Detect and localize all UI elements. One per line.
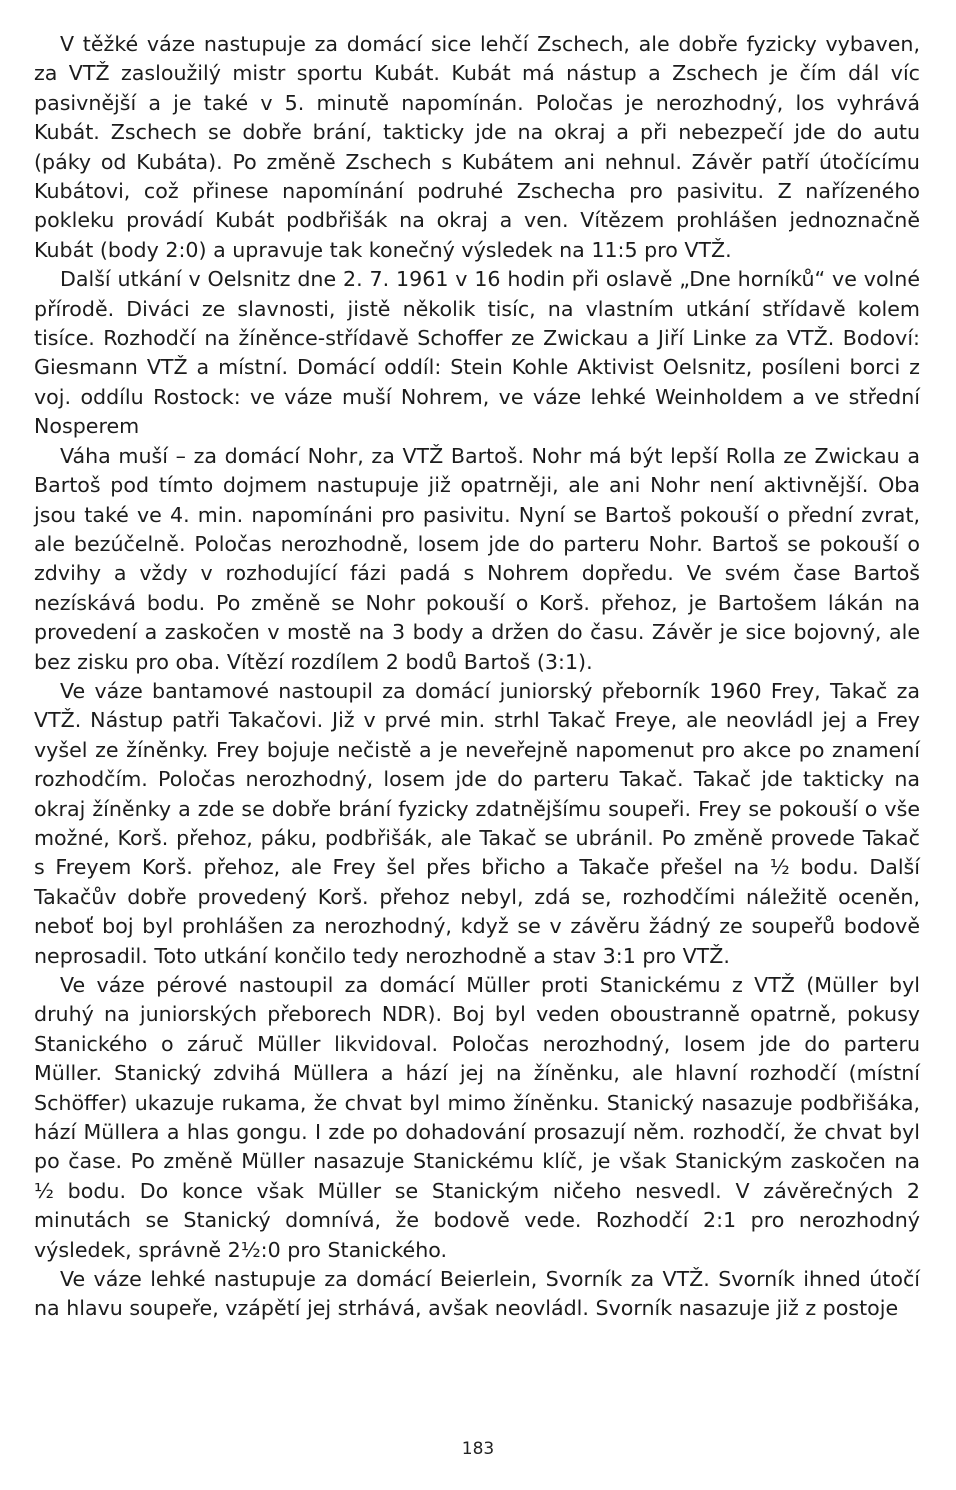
paragraph-bantamweight: Ve váze bantamové nastoupil za domácí juniorský přeborník 1960 Frey, Takač za VTŽ. Nástup patři Takačovi. Již v prvé min. strhl Takač Freye, ale neovládl jej a Frey vyšel ze žíněnky. Frey bojuje nečistě a je neveřejně napomenut pro akce po znamení rozhodčím. Poločas nerozhodný, losem jde do parteru Takač. Takač jde takticky na okraj žíněnky a zde se dobře brání fyzicky zdatnějšímu soupeři. Frey se pokouší o vše možné, Korš. přehoz, páku, podbřišák, ale Takač se ubránil. Po změně provede Takač s Freyem Korš. přehoz, ale Frey šel přes břicho a Takače přešel na ½ bodu. Další Takačův dobře provedený Korš. přehoz nebyl, zdá se, rozhodčími náležitě oceněn, neboť boj byl prohlášen za nerozhodný, když se v závěru žádný ze soupeřů bodově neprosadil. Toto utkání končilo tedy nerozhodně a stav 3:1 pro VTŽ.	[34, 678, 920, 968]
paragraph-heavyweight: V těžké váze nastupuje za domácí sice lehčí Zschech, ale dobře fyzicky vybaven, za VTŽ zasloužilý mistr sportu Kubát. Kubát má nástup a Zschech je čím dál víc pasivnější a je také v 5. minutě napomínán. Poločas je nerozhodný, los vyhrává Kubát. Zschech se dobře brání, takticky jde na okraj a při nebezpečí jde do autu (páky od Kubáta). Po změně Zschech s Kubátem ani nehnul. Závěr patří útočícímu Kubátovi, což přinese napomínání podruhé Zschecha pro pasivitu. Z nařízeného pokleku provádí Kubát podbřišák na okraj a ven. Vítězem prohlášen jednoznačně Kubát (body 2:0) a upravuje tak konečný výsledek na 11:5 pro VTŽ.	[34, 32, 920, 262]
paragraph-lightweight: Ve váze lehké nastupuje za domácí Beierlein, Svorník za VTŽ. Svorník ihned útočí na hlavu soupeře, vzápětí jej strhává, avšak neovládl. Svorník nasazuje již z postoje	[34, 1267, 920, 1321]
page-number: 183	[461, 1439, 495, 1459]
paragraph-flyweight: Váha muší – za domácí Nohr, za VTŽ Bartoš. Nohr má být lepší Rolla ze Zwickau a Bartoš pod tímto dojmem nastupuje již opatrněji, ale ani Nohr není aktivnější. Oba jsou také ve 4. min. napomínáni pro pasivitu. Nyní se Bartoš pokouší o přední zvrat, ale bezúčelně. Poločas nerozhodně, losem jde do parteru Nohr. Bartoš se pokouší o zdvihy a vždy v rozhodující fázi padá s Nohrem dopředu. Ve svém čase Bartoš nezískává bodu. Po změně se Nohr pokouší o Korš. přehoz, je Bartošem lákán na provedení a zaskočen v mostě na 3 body a držen do času. Závěr je sice bojovný, ale bez zisku pro oba. Vítězí rozdílem 2 bodů Bartoš (3:1).	[34, 443, 920, 674]
document-page	[34, 30, 920, 1324]
paragraph-oelsnitz-match: Další utkání v Oelsnitz dne 2. 7. 1961 v 16 hodin při oslavě „Dne horníků“ ve volné přírodě. Diváci ze slavnosti, jistě několik tisíc, na vlastním utkání střídavě kolem tisíce. Rozhodčí na žíněnce-střídavě Schoffer ze Zwickau a Jiří Linke za VTŽ. Bodoví: Giesmann VTŽ a místní. Domácí oddíl: Stein Kohle Aktivist Oelsnitz, posíleni borci z voj. oddílu Rostock: ve váze muší Nohrem, ve váze lehké Weinholdem a ve střední Nosperem	[34, 267, 920, 439]
paragraph-featherweight: Ve váze pérové nastoupil za domácí Müller proti Stanickému z VTŽ (Müller byl druhý na juniorských přeborech NDR). Boj byl veden oboustranně opatrně, pokusy Stanického o záruč Müller likvidoval. Poločas nerozhodný, losem jde do parteru Müller. Stanický zdvihá Müllera a hází jej na žíněnku, ale hlavní rozhodčí (místní Schöffer) ukazuje rukama, že chvat byl mimo žíněnku. Stanický nasazuje podbřišáka, hází Müllera a hlas gongu. I zde po dohadování prosazují něm. rozhodčí, že chvat byl po čase. Po změně Müller nasazuje Stanickému klíč, je však Stanickým zaskočen na ½ bodu. Do konce však Müller se Stanickým ničeho nesvedl. V závěrečných 2 minutách se Stanický domnívá, že bodově vede. Rozhodčí 2:1 pro nerozhodný výsledek, správně 2½:0 pro Stanického.	[34, 973, 920, 1262]
